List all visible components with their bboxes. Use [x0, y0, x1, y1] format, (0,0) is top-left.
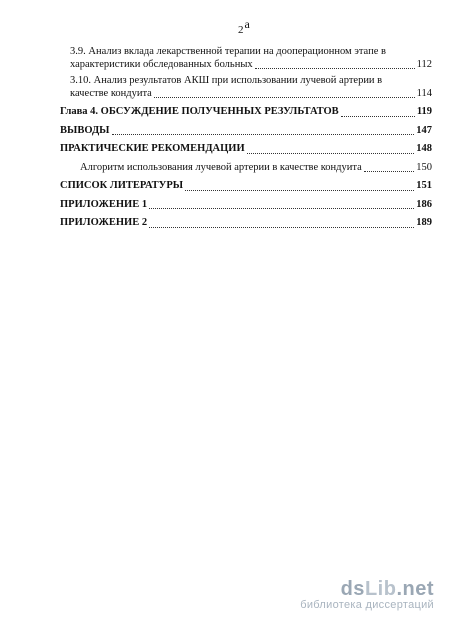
toc-entry-appendix-2[interactable]	[60, 217, 432, 230]
toc-entry-chapter-4[interactable]	[60, 106, 432, 119]
toc-entry-3-9[interactable]	[60, 46, 432, 71]
toc-entry-3-10-line1: 3.10. Анализ результатов АКШ при использовании лучевой артерии в	[70, 75, 383, 86]
toc-entry-conclusions[interactable]	[60, 125, 432, 138]
toc-entry-chapter-4-page: 119	[416, 106, 432, 117]
toc-entry-3-9-line1: 3.9. Анализ вклада лекарственной терапии на дооперационном этапе в	[70, 46, 386, 57]
toc-entry-references-page: 151	[416, 180, 432, 191]
toc-leader-dots	[255, 67, 415, 69]
toc-leader-dots	[154, 96, 415, 98]
dslib-logo-ds: ds	[340, 578, 365, 600]
toc-leader-dots	[149, 207, 414, 209]
toc-entry-conclusions-page: 147	[416, 124, 432, 136]
page-number-mark: a	[244, 17, 250, 31]
toc-leader-dots	[364, 170, 414, 172]
toc-entry-appendix-1-page: 186	[416, 198, 432, 210]
page-number-value: 2	[238, 24, 244, 36]
dslib-subtitle: библиотека диссертаций	[300, 599, 434, 611]
toc-entry-appendix-1[interactable]	[60, 199, 432, 212]
toc-leader-dots	[112, 133, 415, 135]
toc-entry-appendix-2-label: ПРИЛОЖЕНИЕ 2	[60, 217, 148, 228]
toc-entry-references-label: СПИСОК ЛИТЕРАТУРЫ	[60, 180, 184, 191]
toc-entry-algorithm-label: Алгоритм использования лучевой артерии в качестве кондуита	[80, 161, 362, 173]
toc-entry-algorithm-page: 150	[416, 161, 432, 173]
toc-leader-dots	[149, 226, 414, 228]
toc-entry-appendix-1-label: ПРИЛОЖЕНИЕ 1	[60, 198, 148, 210]
toc-leader-dots	[185, 189, 414, 191]
dslib-logo-net: .net	[396, 578, 434, 600]
toc-entry-3-9-page: 112	[416, 58, 432, 70]
toc-entry-recommendations[interactable]	[60, 143, 432, 156]
dslib-watermark	[300, 578, 434, 611]
toc-entry-algorithm[interactable]	[60, 162, 432, 175]
toc-entry-conclusions-label: ВЫВОДЫ	[60, 124, 110, 136]
toc-entry-3-10[interactable]	[60, 75, 432, 100]
toc-entry-references[interactable]	[60, 180, 432, 193]
toc-entry-3-9-line2: характеристики обследованных больных	[70, 58, 253, 70]
toc-leader-dots	[341, 115, 415, 117]
table-of-contents	[60, 46, 432, 230]
toc-entry-chapter-4-label: Глава 4. ОБСУЖДЕНИЕ ПОЛУЧЕННЫХ РЕЗУЛЬТАТОВ	[60, 106, 339, 117]
page-number	[238, 17, 250, 37]
toc-entry-3-10-line2: качестве кондуита	[70, 87, 152, 99]
toc-entry-3-10-page: 114	[416, 87, 432, 99]
dslib-logo-lib: Lib	[364, 578, 397, 600]
toc-entry-recommendations-label: ПРАКТИЧЕСКИЕ РЕКОМЕНДАЦИИ	[60, 143, 245, 154]
toc-entry-recommendations-page: 148	[416, 143, 432, 154]
dslib-logo	[300, 578, 434, 601]
toc-entry-appendix-2-page: 189	[416, 217, 432, 228]
toc-leader-dots	[247, 152, 415, 154]
